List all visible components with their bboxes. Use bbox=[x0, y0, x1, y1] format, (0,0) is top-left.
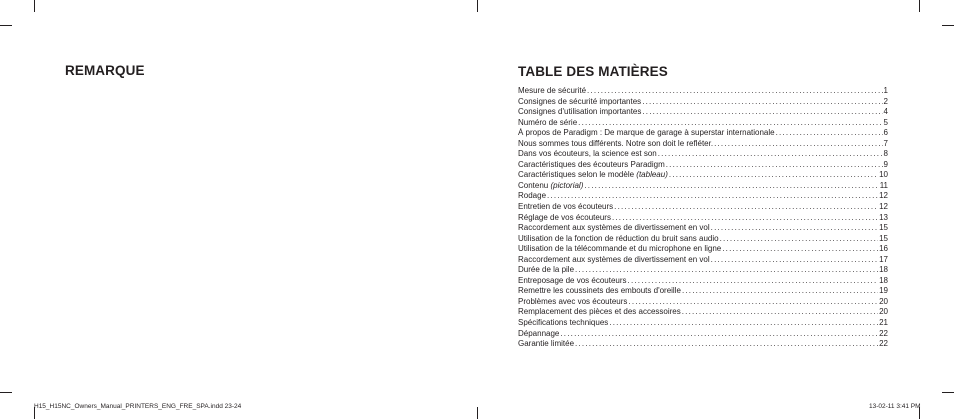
toc-entry-title bbox=[518, 339, 574, 350]
toc-entry-title bbox=[518, 139, 713, 150]
dot-leader bbox=[609, 318, 878, 329]
toc-entry-title bbox=[518, 170, 668, 181]
toc-entry-text: Nous sommes tous différents. Notre son doit le refléter. bbox=[518, 138, 714, 148]
dot-leader bbox=[720, 234, 879, 245]
toc-entry[interactable] bbox=[518, 213, 888, 224]
dot-leader bbox=[628, 276, 879, 287]
crop-mark bbox=[919, 0, 920, 12]
dot-leader bbox=[711, 223, 878, 234]
toc-entry[interactable] bbox=[518, 318, 888, 329]
dot-leader bbox=[658, 149, 883, 160]
toc-entry[interactable] bbox=[518, 286, 888, 297]
toc-page-number: 12 bbox=[879, 191, 888, 201]
dot-leader bbox=[575, 339, 878, 350]
page-title-table-of-contents: TABLE DES MATIÈRES bbox=[518, 64, 668, 79]
toc-page-number: 2 bbox=[883, 96, 888, 106]
toc-entry[interactable] bbox=[518, 339, 888, 350]
toc-entry-italic-text: (pictorial) bbox=[550, 180, 584, 190]
toc-entry[interactable] bbox=[518, 329, 888, 340]
toc-entry[interactable] bbox=[518, 97, 888, 108]
toc-entry-title bbox=[518, 265, 574, 276]
toc-entry[interactable] bbox=[518, 307, 888, 318]
dot-leader bbox=[584, 181, 878, 192]
toc-entry-text: Mesure de sécurité bbox=[518, 86, 587, 95]
dot-leader bbox=[642, 97, 882, 108]
toc-entry-text: Spécifications techniques bbox=[518, 318, 609, 328]
toc-entry-text: Utilisation de la télécommande et du microphone en ligne bbox=[518, 244, 722, 254]
toc-entry-title bbox=[518, 307, 681, 318]
toc-entry[interactable] bbox=[518, 107, 888, 118]
toc-page-number: 5 bbox=[883, 117, 888, 127]
toc-page-number: 6 bbox=[883, 128, 888, 138]
toc-entry-text: Réglage de vos écouteurs bbox=[518, 212, 611, 222]
toc-page-number: 15 bbox=[879, 233, 888, 243]
toc-entry[interactable] bbox=[518, 160, 888, 171]
toc-entry-title bbox=[518, 213, 611, 224]
page-title-remarque: REMARQUE bbox=[65, 63, 145, 78]
crop-mark bbox=[0, 392, 12, 393]
toc-page-number: 4 bbox=[883, 107, 888, 117]
toc-entry[interactable] bbox=[518, 202, 888, 213]
crop-mark bbox=[942, 25, 954, 26]
toc-entry-title bbox=[518, 297, 627, 308]
file-slug: H15_H15NC_Owners_Manual_PRINTERS_ENG_FRE_SPA.indd 23-24 bbox=[34, 403, 242, 410]
toc-entry-title bbox=[518, 223, 710, 234]
crop-mark bbox=[34, 0, 35, 12]
toc-page-number: 9 bbox=[883, 159, 888, 169]
toc-entry-text: Entretien de vos écouteurs bbox=[518, 202, 614, 212]
toc-entry-title bbox=[518, 202, 613, 213]
toc-entry-text: Entreposage de vos écouteurs bbox=[518, 275, 627, 285]
dot-leader bbox=[575, 265, 878, 276]
toc-entry-text: Raccordement aux systèmes de divertissement en vol bbox=[518, 254, 710, 264]
toc-entry[interactable] bbox=[518, 265, 888, 276]
dot-leader bbox=[614, 202, 878, 213]
toc-entry[interactable] bbox=[518, 223, 888, 234]
toc-entry-text: Consignes d'utilisation importantes bbox=[518, 107, 642, 117]
dot-leader bbox=[722, 244, 878, 255]
toc-entry-text: Caractéristiques selon le modèle bbox=[518, 170, 637, 180]
toc-page-number: 8 bbox=[883, 149, 888, 159]
toc-page-number: 13 bbox=[879, 212, 888, 222]
toc-page-number: 20 bbox=[879, 296, 888, 306]
toc-entry-title bbox=[518, 86, 586, 97]
crop-mark bbox=[477, 0, 478, 12]
toc-entry-text: Consignes de sécurité importantes bbox=[518, 96, 642, 106]
dot-leader bbox=[776, 128, 883, 139]
toc-page-number: 17 bbox=[879, 254, 888, 264]
toc-entry-title bbox=[518, 234, 719, 245]
toc-page-number: 7 bbox=[883, 138, 888, 148]
toc-entry-text: Remplacement des pièces et des accessoires bbox=[518, 307, 681, 317]
toc-page-number: 18 bbox=[879, 265, 888, 275]
toc-entry[interactable] bbox=[518, 170, 888, 181]
toc-entry-text: Utilisation de la fonction de réduction du bruit sans audio bbox=[518, 233, 719, 243]
toc-page-number: 20 bbox=[879, 307, 888, 317]
toc-entry-text: Caractéristiques des écouteurs Paradigm bbox=[518, 159, 665, 169]
dot-leader bbox=[560, 329, 878, 340]
toc-entry[interactable] bbox=[518, 86, 888, 97]
toc-entry-text: Remettre les coussinets des embouts d'oreille bbox=[518, 286, 681, 296]
toc-entry-text: Contenu bbox=[518, 180, 551, 190]
toc-page-number: 1 bbox=[883, 86, 888, 95]
toc-page-number: 11 bbox=[879, 180, 888, 190]
toc-entry[interactable] bbox=[518, 297, 888, 308]
toc-entry-italic-text: (tableau) bbox=[636, 170, 668, 180]
toc-entry-title bbox=[518, 160, 665, 171]
dot-leader bbox=[714, 139, 882, 150]
toc-entry-title bbox=[518, 149, 657, 160]
toc-entry-title bbox=[518, 329, 559, 340]
toc-entry[interactable] bbox=[518, 149, 888, 160]
toc-entry[interactable] bbox=[518, 234, 888, 245]
toc-entry-title bbox=[518, 244, 721, 255]
toc-page-number: 19 bbox=[879, 286, 888, 296]
toc-entry-title bbox=[518, 128, 775, 139]
toc-entry-text: Garantie limitée bbox=[518, 339, 575, 349]
toc-entry-title bbox=[518, 118, 577, 129]
toc-page-number: 22 bbox=[879, 328, 888, 338]
toc-entry[interactable] bbox=[518, 244, 888, 255]
toc-entry-title bbox=[518, 97, 641, 108]
toc-entry-title bbox=[518, 276, 627, 287]
toc-entry-text: Dépannage bbox=[518, 328, 560, 338]
dot-leader bbox=[578, 118, 882, 129]
toc-entry-text: À propos de Paradigm : De marque de garage à superstar internationale bbox=[518, 128, 775, 138]
toc-entry[interactable] bbox=[518, 255, 888, 266]
toc-entry-text: Durée de la pile bbox=[518, 265, 575, 275]
toc-entry-title bbox=[518, 181, 583, 192]
toc-entry[interactable] bbox=[518, 181, 888, 192]
toc-entry-title bbox=[518, 191, 546, 202]
toc-entry-title bbox=[518, 318, 608, 329]
toc-page-number: 16 bbox=[879, 244, 888, 254]
toc-page-number: 18 bbox=[879, 275, 888, 285]
crop-mark bbox=[477, 407, 478, 419]
toc-page-number: 22 bbox=[879, 339, 888, 349]
date-slug: 13-02-11 3:41 PM bbox=[869, 403, 921, 410]
dot-leader bbox=[711, 255, 878, 266]
toc-page-number: 10 bbox=[879, 170, 888, 180]
dot-leader bbox=[547, 191, 878, 202]
dot-leader bbox=[587, 86, 883, 97]
toc-entry-text: Raccordement aux systèmes de divertissement en vol bbox=[518, 223, 710, 233]
dot-leader bbox=[669, 170, 878, 181]
dot-leader bbox=[666, 160, 883, 171]
toc-entry-title bbox=[518, 255, 710, 266]
toc-entry[interactable] bbox=[518, 128, 888, 139]
toc-entry[interactable] bbox=[518, 139, 888, 150]
toc-entry[interactable] bbox=[518, 276, 888, 287]
toc-entry-text: Rodage bbox=[518, 191, 547, 201]
dot-leader bbox=[628, 297, 878, 308]
toc-entry[interactable] bbox=[518, 118, 888, 129]
dot-leader bbox=[612, 213, 878, 224]
table-of-contents bbox=[518, 86, 888, 350]
toc-entry-text: Dans vos écouteurs, la science est son bbox=[518, 149, 657, 159]
toc-page-number: 15 bbox=[879, 223, 888, 233]
toc-page-number: 12 bbox=[879, 202, 888, 212]
toc-entry-text: Numéro de série bbox=[518, 117, 578, 127]
crop-mark bbox=[0, 25, 12, 26]
toc-entry-title bbox=[518, 286, 681, 297]
dot-leader bbox=[642, 107, 882, 118]
toc-entry-text: Problèmes avec vos écouteurs bbox=[518, 296, 628, 306]
toc-entry-title bbox=[518, 107, 641, 118]
dot-leader bbox=[682, 307, 878, 318]
toc-entry[interactable] bbox=[518, 191, 888, 202]
dot-leader bbox=[682, 286, 878, 297]
toc-page-number: 21 bbox=[879, 318, 888, 328]
crop-mark bbox=[942, 392, 954, 393]
